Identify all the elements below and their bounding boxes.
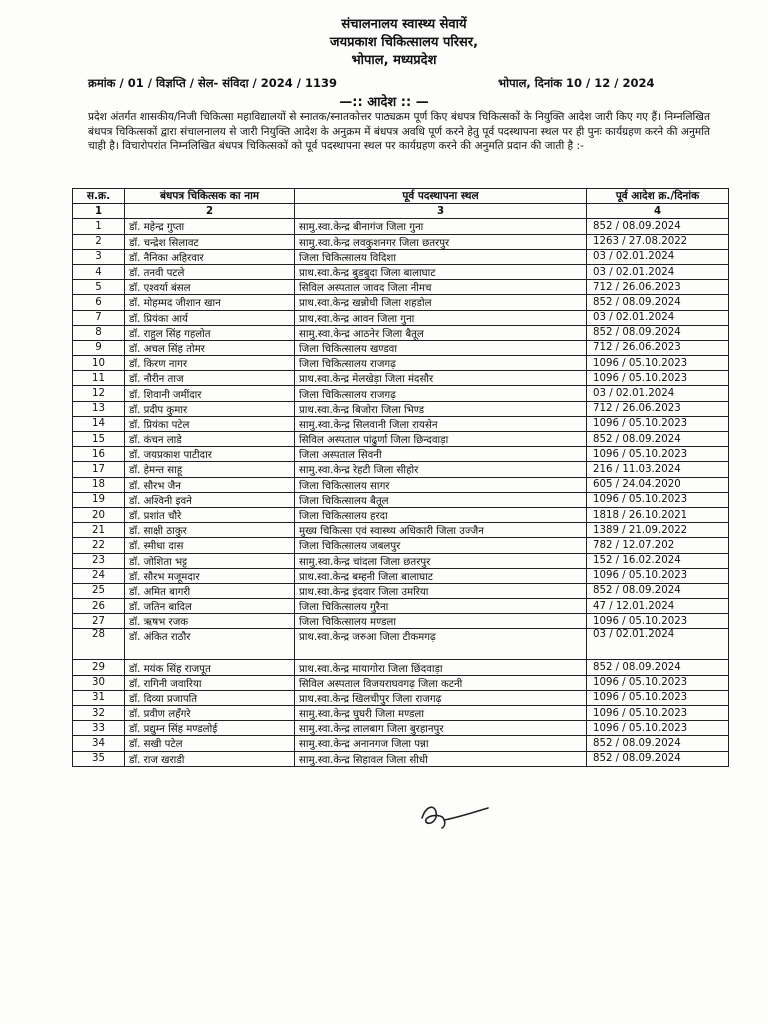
- doctor-name-cell: डॉ. अंकित राठौर: [125, 629, 295, 660]
- order-ref-cell: 1096 / 05.10.2023: [587, 447, 729, 462]
- order-ref-cell: 1263 / 27.08.2022: [587, 234, 729, 249]
- posting-place-cell: प्राथ.स्वा.केन्द्र इंदवार जिला उमरिया: [295, 583, 587, 598]
- table-row: [73, 386, 729, 401]
- order-ref-cell: 03 / 02.01.2024: [587, 629, 729, 660]
- posting-place-cell: सामु.स्वा.केन्द्र सिलवानी जिला रायसेन: [295, 416, 587, 431]
- posting-place-cell: सिविल अस्पताल पांढुर्णा जिला छिन्दवाड़ा: [295, 432, 587, 447]
- doctor-name-cell: डॉ. जोशिता भट्ट: [125, 553, 295, 568]
- serial-cell: 3: [73, 249, 125, 264]
- posting-place-cell: सामु.स्वा.केन्द्र लालबाग जिला बुरहानपुर: [295, 721, 587, 736]
- table-row: [73, 295, 729, 310]
- table-row: [73, 553, 729, 568]
- posting-place-cell: सामु.स्वा.केन्द्र आठनेर जिला बैतूल: [295, 325, 587, 340]
- serial-cell: 20: [73, 507, 125, 522]
- serial-cell: 2: [73, 234, 125, 249]
- serial-cell: 13: [73, 401, 125, 416]
- header-previous-posting: पूर्व पदस्थापना स्थल: [295, 189, 587, 204]
- serial-cell: 5: [73, 280, 125, 295]
- table-row: [73, 507, 729, 522]
- doctor-name-cell: डॉ. मोहम्मद जीशान खान: [125, 295, 295, 310]
- posting-place-cell: प्राथ.स्वा.केन्द्र खिलचीपुर जिला राजगढ़: [295, 690, 587, 705]
- header-city: भोपाल, मध्यप्रदेश: [351, 53, 437, 68]
- order-ref-cell: 852 / 08.09.2024: [587, 736, 729, 751]
- doctor-name-cell: डॉ. चन्द्रेश सिलावट: [125, 234, 295, 249]
- serial-cell: 9: [73, 340, 125, 355]
- posting-place-cell: जिला चिकित्सालय खण्डवा: [295, 340, 587, 355]
- posting-place-cell: जिला चिकित्सालय विदिशा: [295, 249, 587, 264]
- doctor-name-cell: डॉ. शिवानी जमींदार: [125, 386, 295, 401]
- serial-cell: 19: [73, 492, 125, 507]
- doctor-name-cell: डॉ. प्रवीण लहँगरे: [125, 706, 295, 721]
- table-row: [73, 690, 729, 705]
- table-row: [73, 416, 729, 431]
- doctor-name-cell: डॉ. सौरभ मजूमदार: [125, 568, 295, 583]
- serial-cell: 29: [73, 660, 125, 675]
- table-row: [73, 599, 729, 614]
- table-row: [73, 583, 729, 598]
- doctor-name-cell: डॉ. रागिनी जवारिया: [125, 675, 295, 690]
- order-ref-cell: 1096 / 05.10.2023: [587, 690, 729, 705]
- posting-place-cell: प्राथ.स्वा.केन्द्र खन्नोधी जिला शहडोल: [295, 295, 587, 310]
- doctor-name-cell: डॉ. सौरभ जैन: [125, 477, 295, 492]
- order-ref-cell: 1096 / 05.10.2023: [587, 492, 729, 507]
- header-doctor-name: बंधपत्र चिकित्सक का नाम: [125, 189, 295, 204]
- serial-cell: 14: [73, 416, 125, 431]
- order-ref-cell: 852 / 08.09.2024: [587, 751, 729, 766]
- table-header-row: [73, 189, 729, 204]
- table-row: [73, 401, 729, 416]
- order-ref-cell: 852 / 08.09.2024: [587, 660, 729, 675]
- order-ref-cell: 852 / 08.09.2024: [587, 295, 729, 310]
- serial-cell: 21: [73, 523, 125, 538]
- table-row: [73, 492, 729, 507]
- posting-place-cell: जिला चिकित्सालय गुरैना: [295, 599, 587, 614]
- order-ref-cell: 1096 / 05.10.2023: [587, 371, 729, 386]
- serial-cell: 12: [73, 386, 125, 401]
- doctor-name-cell: डॉ. सखी पटेल: [125, 736, 295, 751]
- table-row: [73, 432, 729, 447]
- table-index-row: [73, 204, 729, 219]
- table-row: [73, 721, 729, 736]
- posting-place-cell: जिला चिकित्सालय हरदा: [295, 507, 587, 522]
- order-ref-cell: 852 / 08.09.2024: [587, 325, 729, 340]
- serial-cell: 22: [73, 538, 125, 553]
- posting-place-cell: जिला चिकित्सालय सागर: [295, 477, 587, 492]
- order-ref-cell: 1096 / 05.10.2023: [587, 675, 729, 690]
- posting-place-cell: प्राथ.स्वा.केन्द्र मेलखेड़ा जिला मंदसौर: [295, 371, 587, 386]
- order-ref-cell: 1389 / 21.09.2022: [587, 523, 729, 538]
- posting-place-cell: सिविल अस्पताल जावद जिला नीमच: [295, 280, 587, 295]
- table-row: [73, 234, 729, 249]
- order-ref-cell: 1096 / 05.10.2023: [587, 614, 729, 629]
- posting-place-cell: जिला अस्पताल सिवनी: [295, 447, 587, 462]
- order-paragraph: प्रदेश अंतर्गत शासकीय/निजी चिकित्सा महाविद्यालयों से स्नातक/स्नातकोत्तर पाठ्यक्रम पूर्ण किए बंधपत्र चिकित्सकों के नियुक्ति आदेश जारी किए गए हैं। निम्नलिखित बंधपत्र चिकित्सकों द्वारा संचालनालय से जारी नियुक्ति आदेश के अनुक्रम में बंधपत्र अवधि पूर्ण करने हेतु पूर्व पदस्थापना स्थल पर ही पुनः कार्यग्रहण करने की अनुमति चाही है। विचारोपरांत निम्नलिखित बंधपत्र चिकित्सकों को पूर्व पदस्थापना स्थल पर कार्यग्रहण करने की अनुमति प्रदान की जाती है :-: [88, 111, 710, 152]
- table-row: [73, 538, 729, 553]
- posting-place-cell: सामु.स्वा.केन्द्र घुघरी जिला मण्डला: [295, 706, 587, 721]
- table-row: [73, 706, 729, 721]
- posting-place-cell: प्राथ.स्वा.केन्द्र बिजोरा जिला भिण्ड: [295, 401, 587, 416]
- posting-place-cell: सामु.स्वा.केन्द्र चांदला जिला छतरपुर: [295, 553, 587, 568]
- doctor-name-cell: डॉ. स्मीधा दास: [125, 538, 295, 553]
- order-ref-cell: 03 / 02.01.2024: [587, 249, 729, 264]
- order-ref-cell: 1096 / 05.10.2023: [587, 721, 729, 736]
- table-row: [73, 310, 729, 325]
- table-row: [73, 523, 729, 538]
- serial-cell: 31: [73, 690, 125, 705]
- serial-cell: 25: [73, 583, 125, 598]
- order-ref-cell: 47 / 12.01.2024: [587, 599, 729, 614]
- table-row: [73, 280, 729, 295]
- index-cell: 2: [125, 204, 295, 219]
- order-ref-cell: 152 / 16.02.2024: [587, 553, 729, 568]
- table-row: [73, 736, 729, 751]
- posting-place-cell: प्राथ.स्वा.केन्द्र बुडबुदा जिला बालाघाट: [295, 264, 587, 279]
- order-ref-cell: 782 / 12.07.202: [587, 538, 729, 553]
- header-serial: स.क्र.: [73, 189, 125, 204]
- serial-cell: 11: [73, 371, 125, 386]
- serial-cell: 23: [73, 553, 125, 568]
- doctor-name-cell: डॉ. प्रियंका पटेल: [125, 416, 295, 431]
- doctor-name-cell: डॉ. प्रशांत चौरे: [125, 507, 295, 522]
- index-cell: 4: [587, 204, 729, 219]
- order-ref-cell: 1096 / 05.10.2023: [587, 706, 729, 721]
- doctor-name-cell: डॉ. जयप्रकाश पाटीदार: [125, 447, 295, 462]
- reference-number: क्रमांक / 01 / विज्ञप्ति / सेल- संविदा / 2024 / 1139: [88, 76, 337, 90]
- signature-mark: [416, 796, 496, 836]
- posting-place-cell: जिला चिकित्सालय जबलपुर: [295, 538, 587, 553]
- doctor-name-cell: डॉ. नौरीन ताज: [125, 371, 295, 386]
- order-ref-cell: 03 / 02.01.2024: [587, 310, 729, 325]
- table-row: [73, 447, 729, 462]
- serial-cell: 6: [73, 295, 125, 310]
- posting-place-cell: सामु.स्वा.केन्द्र अनानगज जिला पन्ना: [295, 736, 587, 751]
- serial-cell: 32: [73, 706, 125, 721]
- table-row: [73, 477, 729, 492]
- doctor-name-cell: डॉ. दिव्या प्रजापति: [125, 690, 295, 705]
- doctor-name-cell: डॉ. जतिन बादिल: [125, 599, 295, 614]
- order-ref-cell: 712 / 26.06.2023: [587, 280, 729, 295]
- posting-place-cell: प्राथ.स्वा.केन्द्र आवन जिला गुना: [295, 310, 587, 325]
- order-ref-cell: 1096 / 05.10.2023: [587, 416, 729, 431]
- header-previous-order: पूर्व आदेश क्र./दिनांक: [587, 189, 729, 204]
- serial-cell: 15: [73, 432, 125, 447]
- order-ref-cell: 1096 / 05.10.2023: [587, 356, 729, 371]
- table-row: [73, 751, 729, 766]
- posting-place-cell: जिला चिकित्सालय राजगढ़: [295, 386, 587, 401]
- serial-cell: 33: [73, 721, 125, 736]
- table-row: [73, 660, 729, 675]
- table-row: [73, 371, 729, 386]
- posting-place-cell: प्राथ.स्वा.केन्द्र बम्हनी जिला बालाघाट: [295, 568, 587, 583]
- doctor-name-cell: डॉ. ऋषभ रजक: [125, 614, 295, 629]
- posting-place-cell: सिविल अस्पताल विजयराघवगढ़ जिला कटनी: [295, 675, 587, 690]
- doctors-table: [72, 188, 729, 767]
- index-cell: 3: [295, 204, 587, 219]
- doctor-name-cell: डॉ. राज खराडी: [125, 751, 295, 766]
- header-directorate: संचालनालय स्वास्थ्य सेवायें: [341, 17, 467, 32]
- table-row: [73, 568, 729, 583]
- serial-cell: 10: [73, 356, 125, 371]
- doctor-name-cell: डॉ. अचल सिंह तोमर: [125, 340, 295, 355]
- posting-place-cell: प्राथ.स्वा.केन्द्र जरुआ जिला टीकमगढ़: [295, 629, 587, 660]
- index-cell: 1: [73, 204, 125, 219]
- order-ref-cell: 1096 / 05.10.2023: [587, 568, 729, 583]
- serial-cell: 30: [73, 675, 125, 690]
- doctor-name-cell: डॉ. प्रदीप कुमार: [125, 401, 295, 416]
- doctor-name-cell: डॉ. किरण नागर: [125, 356, 295, 371]
- order-ref-cell: 852 / 08.09.2024: [587, 583, 729, 598]
- serial-cell: 7: [73, 310, 125, 325]
- doctor-name-cell: डॉ. अश्विनी इवने: [125, 492, 295, 507]
- order-title: —:: आदेश :: —: [339, 95, 429, 110]
- table-row: [73, 219, 729, 234]
- doctor-name-cell: डॉ. राहुल सिंह गहलोत: [125, 325, 295, 340]
- table-row: [73, 264, 729, 279]
- order-ref-cell: 852 / 08.09.2024: [587, 432, 729, 447]
- serial-cell: 24: [73, 568, 125, 583]
- posting-place-cell: सामु.स्वा.केन्द्र रेहटी जिला सीहोर: [295, 462, 587, 477]
- serial-cell: 35: [73, 751, 125, 766]
- table-row: [73, 340, 729, 355]
- order-date: भोपाल, दिनांक 10 / 12 / 2024: [498, 76, 655, 90]
- header-campus: जयप्रकाश चिकित्सालय परिसर,: [329, 35, 479, 50]
- table-row: [73, 614, 729, 629]
- doctor-name-cell: डॉ. साक्षी ठाकुर: [125, 523, 295, 538]
- serial-cell: 28: [73, 629, 125, 660]
- order-ref-cell: 852 / 08.09.2024: [587, 219, 729, 234]
- order-ref-cell: 712 / 26.06.2023: [587, 340, 729, 355]
- order-ref-cell: 712 / 26.06.2023: [587, 401, 729, 416]
- doctor-name-cell: डॉ. महेन्द्र गुप्ता: [125, 219, 295, 234]
- order-ref-cell: 216 / 11.03.2024: [587, 462, 729, 477]
- posting-place-cell: जिला चिकित्सालय मण्डला: [295, 614, 587, 629]
- doctor-name-cell: डॉ. नैनिका अहिरवार: [125, 249, 295, 264]
- doctor-name-cell: डॉ. कंचन लाडे: [125, 432, 295, 447]
- order-ref-cell: 03 / 02.01.2024: [587, 386, 729, 401]
- doctor-name-cell: डॉ. प्रद्युम्न सिंह मण्डलोई: [125, 721, 295, 736]
- table-row: [73, 675, 729, 690]
- serial-cell: 17: [73, 462, 125, 477]
- posting-place-cell: प्राथ.स्वा.केन्द्र मायागोरा जिला छिंदवाड़ा: [295, 660, 587, 675]
- serial-cell: 16: [73, 447, 125, 462]
- doctor-name-cell: डॉ. अमित बागरी: [125, 583, 295, 598]
- doctor-name-cell: डॉ. हेमन्त साहू: [125, 462, 295, 477]
- posting-place-cell: जिला चिकित्सालय बैतूल: [295, 492, 587, 507]
- serial-cell: 26: [73, 599, 125, 614]
- serial-cell: 18: [73, 477, 125, 492]
- serial-cell: 1: [73, 219, 125, 234]
- serial-cell: 8: [73, 325, 125, 340]
- table-row: [73, 462, 729, 477]
- table-row: [73, 325, 729, 340]
- posting-place-cell: मुख्य चिकित्सा एवं स्वास्थ्य अधिकारी जिला उज्जैन: [295, 523, 587, 538]
- table-row: [73, 629, 729, 660]
- table-row: [73, 356, 729, 371]
- doctor-name-cell: डॉ. एश्वर्या बंसल: [125, 280, 295, 295]
- posting-place-cell: जिला चिकित्सालय राजगढ़: [295, 356, 587, 371]
- order-ref-cell: 03 / 02.01.2024: [587, 264, 729, 279]
- serial-cell: 27: [73, 614, 125, 629]
- order-ref-cell: 1818 / 26.10.2021: [587, 507, 729, 522]
- order-ref-cell: 605 / 24.04.2020: [587, 477, 729, 492]
- serial-cell: 4: [73, 264, 125, 279]
- posting-place-cell: सामु.स्वा.केन्द्र लवकुशनगर जिला छतरपुर: [295, 234, 587, 249]
- doctor-name-cell: डॉ. प्रियंका आर्य: [125, 310, 295, 325]
- posting-place-cell: सामु.स्वा.केन्द्र बीनागंज जिला गुना: [295, 219, 587, 234]
- doctor-name-cell: डॉ. मयंक सिंह राजपूत: [125, 660, 295, 675]
- doctor-name-cell: डॉ. तनवी पटले: [125, 264, 295, 279]
- serial-cell: 34: [73, 736, 125, 751]
- table-row: [73, 249, 729, 264]
- posting-place-cell: सामु.स्वा.केन्द्र सिहावल जिला सीधी: [295, 751, 587, 766]
